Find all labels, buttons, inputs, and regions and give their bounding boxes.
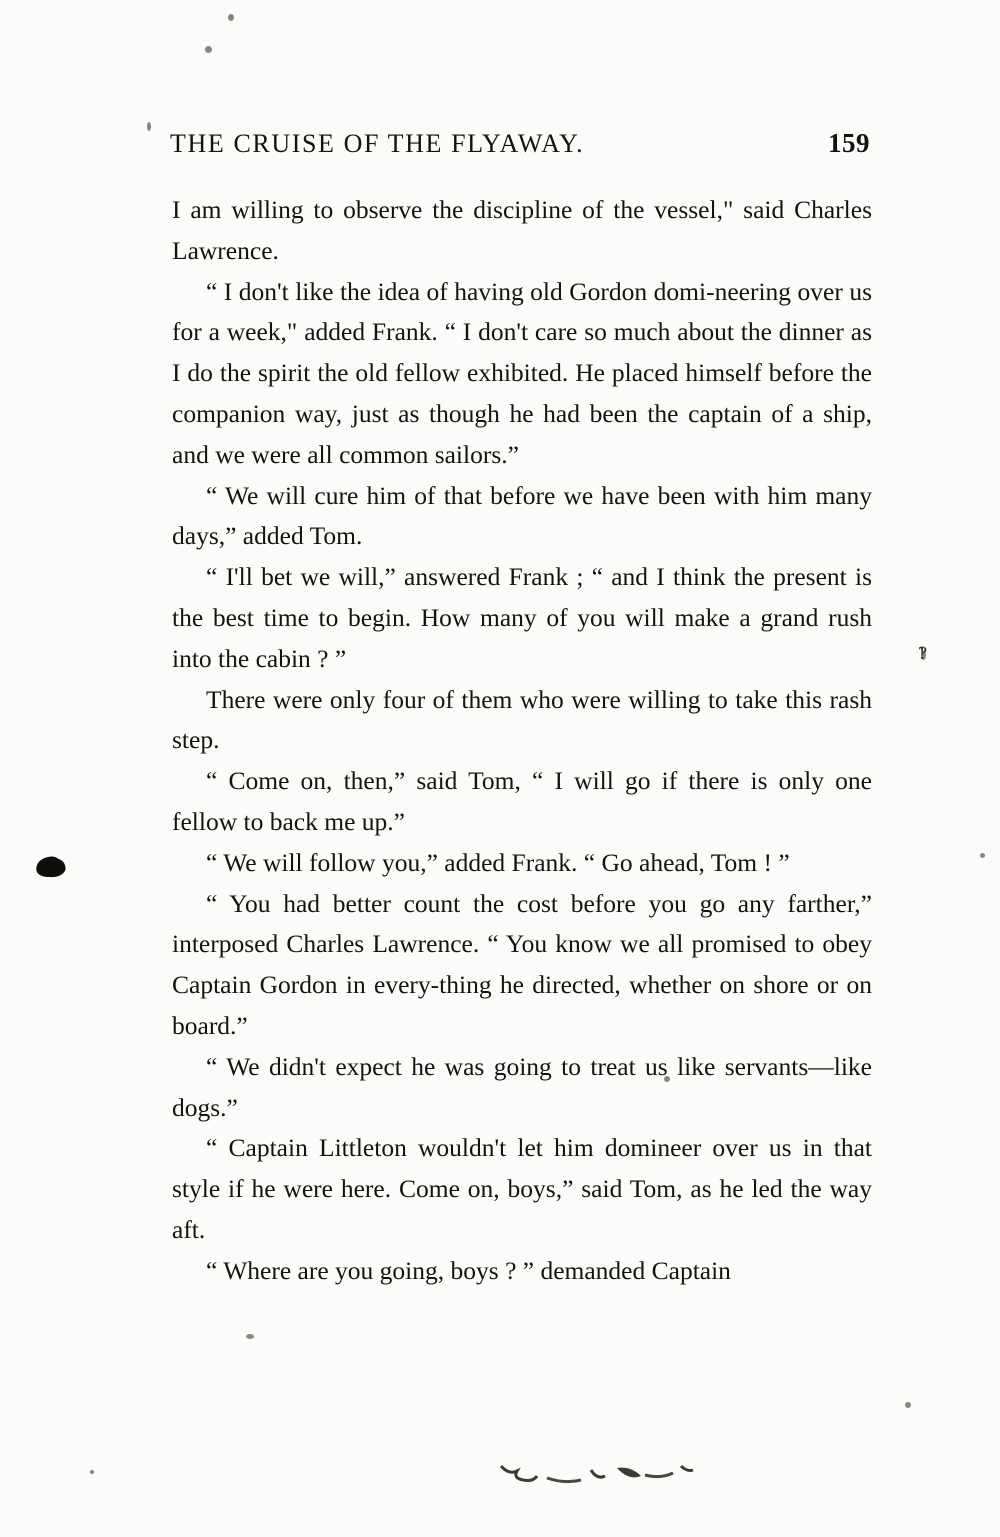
paragraph: “ Where are you going, boys ? ” demanded Captain xyxy=(206,1255,731,1285)
body-text-column xyxy=(172,190,872,1292)
paper-speck xyxy=(905,1402,911,1408)
paragraph: “ We will cure him of that before we have been with him many days,” added Tom. xyxy=(172,480,872,551)
paragraph: “ I'll bet we will,” answered Frank ; “ and I think the present is the best time to begin. How many of you will make a grand rush into the cabin ? ” xyxy=(172,562,872,673)
margin-mark: ‽ xyxy=(918,644,928,663)
paragraph: “ Captain Littleton wouldn't let him domineer over us in that style if he were here. Come on, boys,” said Tom, as he led the way aft. xyxy=(172,1133,872,1244)
paragraph: I am willing to observe the discipline of the vessel," said Charles Lawrence. xyxy=(172,195,872,265)
footer-smudge xyxy=(495,1462,715,1488)
page-header xyxy=(170,128,870,159)
paragraph: “ We will follow you,” added Frank. “ Go ahead, Tom ! ” xyxy=(206,847,790,877)
paper-speck xyxy=(147,122,151,131)
paper-speck xyxy=(980,853,985,858)
paragraph: There were only four of them who were willing to take this rash step. xyxy=(172,684,872,755)
page-number: 159 xyxy=(828,128,870,158)
paragraph: “ I don't like the idea of having old Gordon domi-neering over us for a week," added Frank. “ I don't care so much about the dinner as I do the spirit the old fellow exhibited. He placed himself before the companion way, just as though he had been the captain of a ship, and we were all common sailors.” xyxy=(172,276,872,469)
paragraph: “ We didn't expect he was going to treat us like servants—like dogs.” xyxy=(172,1051,872,1122)
paper-speck xyxy=(205,46,212,53)
paper-speck xyxy=(246,1334,254,1339)
paper-speck xyxy=(90,1470,94,1474)
running-head: THE CRUISE OF THE FLYAWAY. xyxy=(170,129,585,158)
paragraph: “ You had better count the cost before you go any farther,” interposed Charles Lawrence. “ You know we all promised to obey Captain Gordon in every-thing he directed, whether on shore or on board.” xyxy=(172,888,872,1040)
ink-blot xyxy=(34,855,64,880)
paragraph: “ Come on, then,” said Tom, “ I will go if there is only one fellow to back me up.” xyxy=(172,766,872,836)
paper-speck xyxy=(228,14,234,21)
